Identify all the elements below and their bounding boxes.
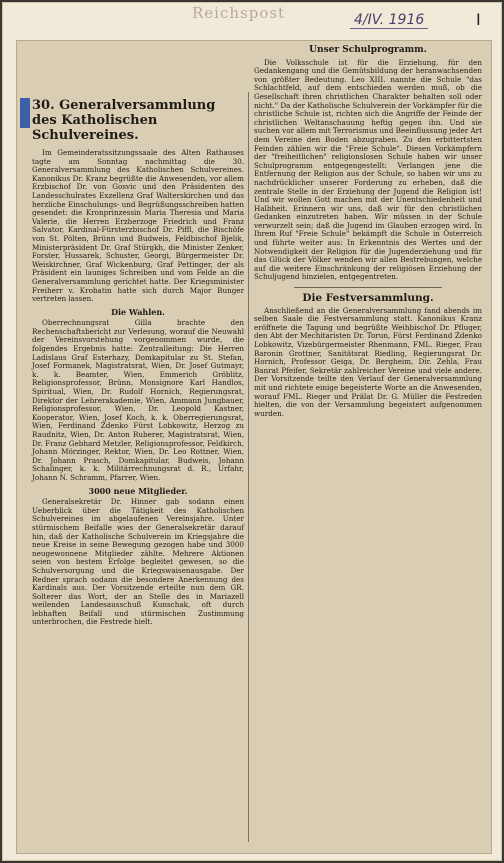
- fest-paragraph: Anschließend an die Generalversammlung fand abends im selben Saale die Festversammlung statt. Kanonikus Kranz eröffnete die Tagung und begrüßte Weihbischof Dr. Pfluger, den Abt der Mechitaristen Dr. Torun, Fürst Ferdinand Zdenko Lobkowitz, Vizebürgermeister Rhenmann, FML. Rieger, Frau Baronin Grottner, Sanitätsrat Riedling, Regierungsrat Dr. Hornich, Professor Geiga, Dr. Bergheim, Dir. Zehla, Frau Banrat Pfeifer, Sekretär zahlreicher Vereine und viele andere. Der Vorsitzende teilte den Verlauf der Generalversammlung mit und richtete einige begeisterte Worte an die Anwesenden, worauf FML. Rieger und Prälat Dr. G. Müller die Festreden hielten, die von der Versammlung begeistert aufgenommen wurden.: [254, 305, 482, 418]
- right-column: [254, 46, 482, 421]
- newspaper-name: Reichspost: [192, 4, 286, 22]
- program-paragraph: Die Volksschule ist für die Erziehung, für den Gedankengang und die Gemütsbildung der heranwachsenden von größter Bedeutung. Leo XIII. nannte die Schule "das Schlachtfeld, auf dem entschieden werden muß, ob die Gesellschaft ihren christlichen Charakter behalten soll oder nicht." Da der Katholische Schulverein der Vorkämpfer für die christliche Schule ist, richten sich die Angriffe der Feinde der christlichen Weltanschauung heftig gegen ihn. Und sie suchen vor allem mit Terrorismus und Beeinflussung jeder Art dem Vereine den Boden abzugraben. Zu den erbittertsten Feinden zählen wir die "Freie Schule". Diesen Vorkämpfern der "freiheitlichen" religionslosen Schule haben wir unser Schulprogramm entgegengestellt: Verlangen jene die Entfernung der Religion aus der Schule, so haben wir uns zu nachdrücklicher unserer Forderung zu erheben, daß die zentrale Stelle in der Erziehung der Jugend die Religion ist! Und wir wollen Gott machen mit der Unentschiedenheit und Halbheit. Erinnern wir uns, daß wir für den christlichen Gedanken einzutreten haben. Wir müssen in der Schule verwurzelt sein; daß die Jugend im Glauben erzogen wird. In Ihrem Ruf "Freie Schule" bekämpft die Schule in Österreich und führte weiter aus: In Erkenntnis des Wertes und der Notwendigkeit der Religion für die Jugenderziehung und für das Glück der Völker wenden wir allen Bestrebungen, welche auf die weitere Einschränkung der religiösen Erziehung der Schuljugend hinzielen, entgegentreten.: [254, 57, 482, 282]
- handwritten-date: 4/IV. 1916: [350, 12, 428, 29]
- section-heading-wahlen: Die Wahlen.: [111, 306, 165, 317]
- article-title: 30. Generalversammlung des Katholischen Schulvereines.: [32, 98, 216, 143]
- column-separator: [248, 92, 249, 842]
- section-heading-program: Unser Schulprogramm.: [309, 45, 427, 55]
- mitglieder-paragraph: Generalsekretär Dr. Hinner gab sodann einen Ueberblick über die Tätigkeit des Katholischen Schulvereines im abgelaufenen Vereinsjahre. Unter stürmischem Beifalle wies der Generalsekretär darauf hin, daß der Katholische Schulverein im Kriegsjahre die neue Kreise in seine Bewegung gezogen habe und 3000 neugewonnene Mitglieder zählte. Mehrere Aktionen seien von bestem Erfolge begleitet gewesen, so die Schulversorgung und die Kriegswaisenausgabe. Der Redner sprach sodann die besondere Anerkennung des Kardinals aus. Der Vorsitzende erteilte nun dem GR. Solterer das Wort, der an Stelle des in Mariazell weilenden Landesausschuß Kunschak, oft durch lebhaften Beifall und stürmischen Zustimmung unterbrochen, die Festrede hielt.: [32, 497, 244, 627]
- wahlen-paragraph: Oberrechnungsrat Gilla brachte den Rechenschaftsbericht zur Verlesung, worauf die Neuwahl der Vereinsvorstehung vorgenommen wurde, die folgendes Ergebnis hatte: Zentralleitung: Die Herren Ladislaus Graf Esterhazy, Domkapitular zu St. Stefan, Josef Formanek, Magistratsrat, Wien, Dr. Josef Gutmayr, k. k. Beamter, Wien, Emmerich Gröblitz, Religionsprofessor, Brünn, Monsignore Karl Handlos, Spiritual, Wien, Dr. Rudolf Hornich, Regierungsrat, Direktor der Lehrerakademie, Wien, Ammann Jungbauer, Religionsprofessor, Wien, Dr. Leopold Kastner, Kooperator, Wien, Josef Koch, k. k. Oberregierungsrat, Wien, Ferdinand Zdenko Fürst Lobkowitz, Herzog zu Raudnitz, Wien, Dr. Anton Ruberer, Magistratsrat, Wien, Dr. Franz Gebhard Metzler, Religionsprofessor, Feldkirch, Johann Mörzinger, Rektor, Wien, Dr. Leo Rottner, Wien, Dr. Johann Prasch, Domkapitular, Budweis, Johann Schalinger, k. k. Militärrechnungsrat d. R., Urfahr, Johann N. Schramm, Pfarrer, Wien.: [32, 318, 244, 482]
- newspaper-sheet: [2, 2, 502, 861]
- section-divider: [294, 287, 442, 288]
- left-column: [32, 46, 244, 630]
- intro-paragraph: Im Gemeinderatssitzungssaale des Alten Rathauses tagte am Sonntag nachmittag die 30. Generalversammlung des Katholischen Schulvereines. Kanonikus Dr. Kranz begrüßte die Anwesenden, vor allem Erzbischof Dr. von Gosvic und den Präsidenten des Landesschulrates Exzellenz Graf Walterskirchen und das herzliche Einschulungs- und Begrüßungsschreiben hatten gesendet: die Kronprinzessin Maria Theresia und Maria Valerie, die Herren Erzherzoge Friedrich und Franz Salvator, Kardinal-Fürsterzbischof Dr. Piffl, die Bischöfe von St. Pölten, Brünn und Budweis, Feldbischof Bjelik, Ministerpräsident Dr. Graf Stürgkh, die Minister Zenker, Forster, Hussarek, Schuster, Georgi, Bürgermeister Dr. Weiskirchner, Graf Wickenburg, Graf Pettinger, der als Präsident ein launiges Schreiben und vom Felde an die Generalversammlung gerichtet hatte. Der Kriegsminister Freiherr v. Krobatin hatte sich durch Major Bunger vertreten lassen.: [32, 148, 244, 304]
- section-heading-fest: Die Festversammlung.: [302, 292, 434, 305]
- blue-margin-marker: [20, 98, 30, 128]
- section-heading-mitglieder: 3000 neue Mitglieder.: [88, 485, 188, 496]
- roman-numeral: I: [476, 10, 481, 29]
